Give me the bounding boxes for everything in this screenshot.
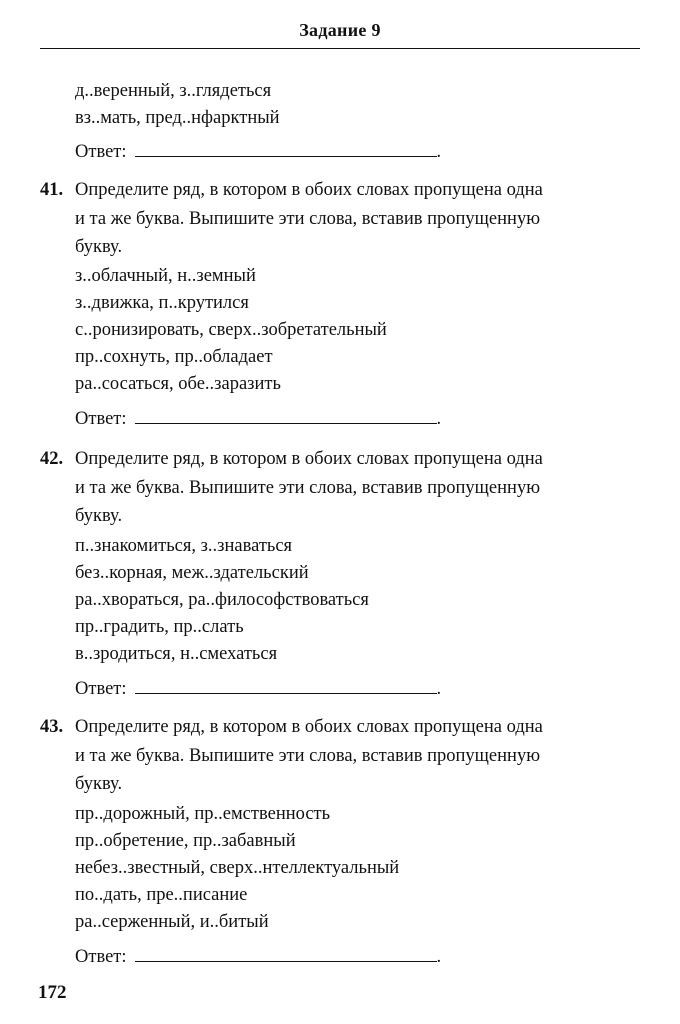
task-number: 43. <box>40 717 64 737</box>
word-pair-option: ра..сосаться, обе..заразить <box>75 374 281 394</box>
task-question-line: букву. <box>75 774 123 794</box>
word-pair-option: небез..звестный, сверх..нтеллектуальный <box>75 858 400 878</box>
answer-field[interactable] <box>75 139 441 163</box>
word-pair-option: в..зродиться, н..смехаться <box>75 644 278 664</box>
answer-end: . <box>436 142 442 162</box>
task-number: 42. <box>40 449 64 469</box>
task-question-line: и та же буква. Выпишите эти слова, вставив пропущенную <box>75 746 541 766</box>
task-question-line: и та же буква. Выпишите эти слова, вставив пропущенную <box>75 478 541 498</box>
answer-end: . <box>436 679 442 699</box>
answer-field[interactable] <box>75 676 441 700</box>
answer-label: Ответ: <box>75 142 127 162</box>
word-pair-option: пр..сохнуть, пр..обладает <box>75 347 273 367</box>
word-pair-line: д..веренный, з..глядеться <box>75 81 272 101</box>
task-question-line: Определите ряд, в котором в обоих словах пропущена одна <box>75 449 543 469</box>
answer-label: Ответ: <box>75 947 127 967</box>
word-pair-option: без..корная, меж..здательский <box>75 563 309 583</box>
page-number: 172 <box>38 982 67 1003</box>
word-pair-option: ра..хвораться, ра..философствоваться <box>75 590 369 610</box>
word-pair-option: з..движка, п..крутился <box>75 293 249 313</box>
word-pair-option: пр..обретение, пр..забавный <box>75 831 296 851</box>
task-question-line: букву. <box>75 506 123 526</box>
answer-blank[interactable] <box>135 676 437 694</box>
answer-blank[interactable] <box>135 139 437 157</box>
word-pair-option: с..ронизировать, сверх..зобретательный <box>75 320 387 340</box>
task-question-line: букву. <box>75 237 123 257</box>
page-title: Задание 9 <box>299 20 381 40</box>
word-pair-option: п..знакомиться, з..знаваться <box>75 536 293 556</box>
answer-field[interactable] <box>75 944 441 968</box>
header-divider <box>40 48 640 49</box>
task-question-line: Определите ряд, в котором в обоих словах пропущена одна <box>75 180 543 200</box>
answer-blank[interactable] <box>135 944 437 962</box>
word-pair-option: з..облачный, н..земный <box>75 266 256 286</box>
answer-field[interactable] <box>75 406 441 430</box>
task-question-line: и та же буква. Выпишите эти слова, вставив пропущенную <box>75 209 541 229</box>
answer-end: . <box>436 947 442 967</box>
task-question-line: Определите ряд, в котором в обоих словах пропущена одна <box>75 717 543 737</box>
answer-blank[interactable] <box>135 406 437 424</box>
answer-label: Ответ: <box>75 409 127 429</box>
word-pair-line: вз..мать, пред..нфарктный <box>75 108 280 128</box>
word-pair-option: пр..дорожный, пр..емственность <box>75 804 331 824</box>
answer-label: Ответ: <box>75 679 127 699</box>
word-pair-option: по..дать, пре..писание <box>75 885 248 905</box>
word-pair-option: пр..градить, пр..слать <box>75 617 244 637</box>
answer-end: . <box>436 409 442 429</box>
word-pair-option: ра..серженный, и..битый <box>75 912 269 932</box>
task-number: 41. <box>40 180 64 200</box>
